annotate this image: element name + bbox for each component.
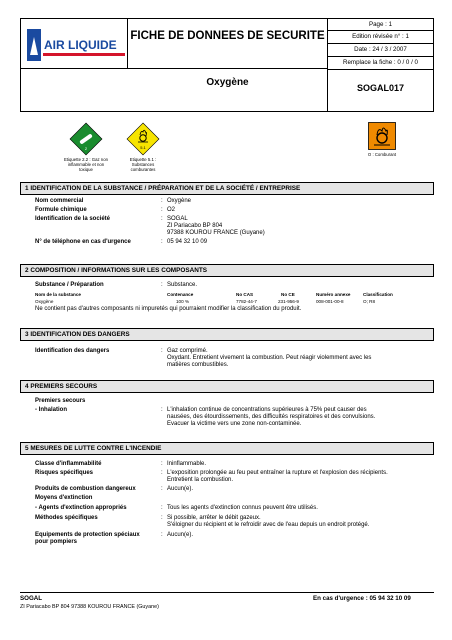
label-first-aid: Premiers secours [35, 398, 86, 404]
page-number: Page : 1 [328, 18, 434, 31]
label-emergency-phone: N° de téléphone en cas d'urgence [35, 239, 131, 245]
label-inhalation: - Inhalation [35, 407, 67, 413]
specific-risks-line-2: Entretient la combustion. [167, 477, 234, 483]
colon: : [161, 282, 163, 288]
title-cell [128, 18, 328, 69]
colon: : [161, 239, 163, 245]
inhalation-line-3: Evacuer la victime vers une zone non-contaminée. [167, 421, 302, 427]
document-title: FICHE DE DONNEES DE SECURITE [130, 30, 325, 42]
product-code: SOGAL017 [356, 83, 405, 93]
footer-emergency-phone: En cas d'urgence : 05 94 32 10 09 [313, 595, 411, 602]
composition-note: Ne contient pas d'autres composants ni impuretés qui pourraient modifier la classification du produit. [35, 306, 302, 312]
section-5-heading: 5 MESURES DE LUTTE CONTRE L'INCENDIE [20, 442, 434, 455]
colon: : [161, 515, 163, 521]
colon: : [161, 461, 163, 467]
company-address-line1: ZI Pariacabo BP 804 [167, 223, 223, 229]
label-extinguishing-means: Moyens d'extinction [35, 495, 93, 501]
specific-risks-line-1: L'exposition prolongée au feu peut entraîner la rupture et l'explosion des récipients. [167, 470, 388, 476]
label-chemical-formula: Formule chimique [35, 207, 87, 213]
section-1-heading: 1 IDENTIFICATION DE LA SUBSTANCE / PRÉPARATION ET DE LA SOCIÉTÉ / ENTREPRISE [20, 182, 434, 195]
section-4-heading: 4 PREMIERS SECOURS [20, 380, 434, 393]
colon: : [161, 207, 163, 213]
value-trade-name: Oxygène [167, 198, 192, 204]
table-cell-name: Oxygène [35, 299, 54, 304]
colon: : [161, 470, 163, 476]
table-header-ce: No CE [281, 292, 295, 297]
value-extinguishing-agents: Tous les agents d'extinction connus peuvent être utilisés. [167, 505, 318, 511]
table-header-name: Nom de la substance [35, 292, 81, 297]
product-cell [128, 69, 328, 112]
label-hazard-identification: Identification des dangers [35, 348, 110, 354]
label-trade-name: Nom commercial [35, 198, 84, 204]
label-company: Identification de la société [35, 216, 111, 222]
colon: : [161, 407, 163, 413]
value-company: SOGAL [167, 216, 188, 222]
pictogram-caption-gas: Etiquette 2.2 : Gaz non inflammable et non toxique [64, 157, 108, 172]
gas-cylinder-diamond-icon [69, 122, 103, 156]
revision-date: Date : 24 / 3 / 2007 [328, 44, 434, 57]
pictogram-caption-comburant: O : Comburant [367, 152, 397, 157]
label-combustion-products: Produits de combustion dangereux [35, 486, 136, 492]
logo-text: AIR LIQUIDE [44, 38, 117, 52]
air-liquide-logo [27, 29, 125, 61]
header-blank-cell [20, 69, 128, 112]
colon: : [161, 505, 163, 511]
table-cell-content: 100 % [176, 299, 190, 304]
hazard-line-1: Gaz comprimé. [167, 348, 208, 354]
colon: : [161, 348, 163, 354]
svg-text:2: 2 [84, 146, 88, 151]
table-cell-ce: 231-956-9 [278, 299, 299, 304]
hazard-line-2: Oxydant. Entretient vivement la combustion. Peut réagir violemment avec les [167, 355, 372, 361]
product-name: Oxygène [206, 77, 249, 88]
colon: : [161, 486, 163, 492]
label-extinguishing-agents: - Agents d'extinction appropriés [35, 505, 127, 511]
label-specific-methods: Méthodes spécifiques [35, 515, 98, 521]
pictogram-caption-oxidizer: Etiquette 5.1 : Substances comburantes [129, 157, 157, 172]
footer-address: ZI Pariacabo BP 804 97388 KOUROU FRANCE (Guyane) [20, 604, 159, 610]
specific-methods-line-1: Si possible, arrêter le débit gazeux. [167, 515, 261, 521]
value-protective-equipment: Aucun(e). [167, 532, 194, 538]
section-3-heading: 3 IDENTIFICATION DES DANGERS [20, 328, 434, 341]
inhalation-line-2: nausées, des étourdissements, des difficultés respiratoires et des convulsions. [167, 414, 376, 420]
value-flammability-class: Ininflammable. [167, 461, 207, 467]
company-address-line2: 97388 KOUROU FRANCE (Guyane) [167, 230, 265, 236]
table-cell-classification: O; R8 [363, 299, 375, 304]
value-substance-preparation: Substance. [167, 282, 198, 288]
colon: : [161, 532, 163, 538]
document-header [20, 18, 434, 112]
comburant-square-icon [368, 122, 396, 150]
table-header-annex: Numéro annexe [316, 292, 351, 297]
meta-cells [328, 18, 434, 70]
value-combustion-products: Aucun(e). [167, 486, 194, 492]
table-header-cas: No CAS [236, 292, 254, 297]
table-cell-annex: 008-001-00-8 [316, 299, 344, 304]
colon: : [161, 216, 163, 222]
label-specific-risks: Risques spécifiques [35, 470, 94, 476]
diamond-class-number: 5.1 [140, 145, 146, 150]
logo-box [20, 18, 128, 69]
label-substance-preparation: Substance / Préparation [35, 282, 104, 288]
code-cell [328, 69, 434, 112]
inhalation-line-1: L'inhalation continue de concentrations supérieures à 75% peut causer des [167, 407, 367, 413]
hazard-line-3: matières combustibles. [167, 362, 229, 368]
table-cell-cas: 7782-44-7 [236, 299, 257, 304]
table-header-content: Contenance [167, 292, 194, 297]
oxidizer-diamond-icon [126, 122, 160, 156]
table-header-classification: Classification [363, 292, 393, 297]
label-flammability-class: Classe d'inflammabilité [35, 461, 102, 467]
footer-divider [20, 592, 434, 593]
value-emergency-phone: 05 94 32 10 09 [167, 239, 208, 245]
edition-number: Edition révisée n° : 1 [328, 31, 434, 44]
value-chemical-formula: O2 [167, 207, 176, 213]
label-protective-equipment-2: pour pompiers [35, 539, 78, 545]
footer-company: SOGAL [20, 595, 43, 602]
label-protective-equipment: Equipements de protection spéciaux [35, 532, 140, 538]
section-2-heading: 2 COMPOSITION / INFORMATIONS SUR LES COMPOSANTS [20, 264, 434, 277]
specific-methods-line-2: S'éloigner du récipient et le refroidir avec de l'eau depuis un endroit protégé. [167, 522, 370, 528]
colon: : [161, 198, 163, 204]
replaces-sheet: Remplace la fiche : 0 / 0 / 0 [328, 57, 434, 70]
